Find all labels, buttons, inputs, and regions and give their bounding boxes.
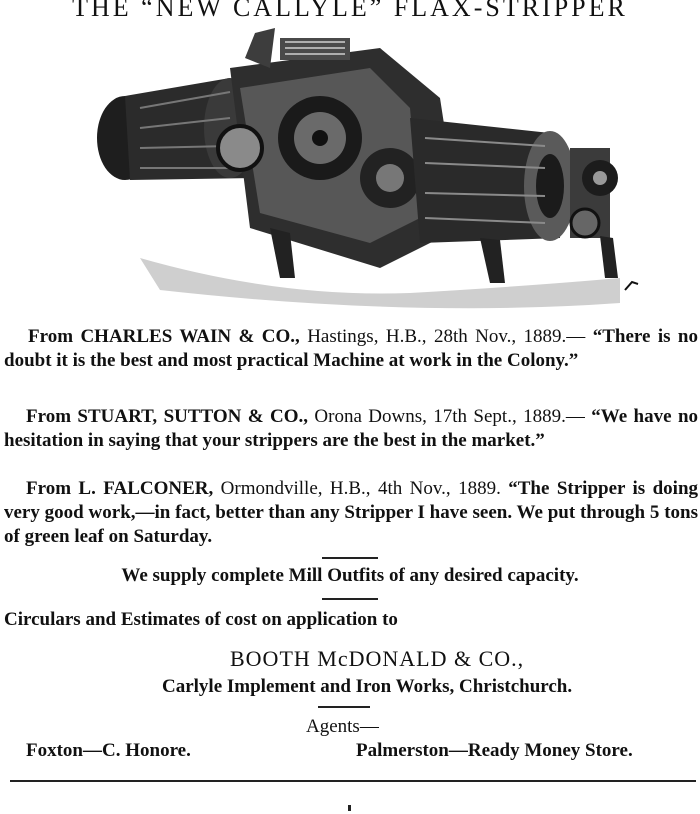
flax-stripper-illustration bbox=[80, 28, 640, 318]
divider-1 bbox=[322, 557, 378, 559]
testimonial-2-quote: “We have no hesitation in saying that your strippers are the best in the market.” bbox=[4, 406, 699, 451]
testimonial-3 bbox=[4, 477, 698, 549]
testimonial-3-detail: Ormondville, H.B., 4th Nov., 1889. bbox=[220, 478, 501, 499]
agent-foxton: Foxton—C. Honore. bbox=[26, 740, 191, 761]
bottom-rule bbox=[10, 780, 696, 782]
divider-3 bbox=[318, 706, 370, 708]
firm-name: BOOTH McDONALD & CO., bbox=[230, 646, 525, 671]
testimonial-3-quote: “The Stripper is doing very good work,—in fact, better than any Stripper I have seen. We put through 5 tons of green leaf on Saturday. bbox=[4, 478, 699, 547]
testimonial-3-from: From L. FALCONER, bbox=[26, 478, 214, 499]
testimonial-1 bbox=[4, 325, 698, 373]
testimonial-1-quote: “There is no doubt it is the best and most practical Machine at work in the Colony.” bbox=[4, 326, 698, 371]
agent-palmerston: Palmerston—Ready Money Store. bbox=[356, 740, 633, 761]
testimonial-1-detail: Hastings, H.B., 28th Nov., 1889.— bbox=[307, 326, 586, 347]
testimonial-2-from: From STUART, SUTTON & CO., bbox=[26, 406, 308, 427]
supply-line: We supply complete Mill Outfits of any desired capacity. bbox=[121, 565, 579, 586]
ink-mark bbox=[348, 805, 351, 811]
testimonial-2-detail: Orona Downs, 17th Sept., 1889.— bbox=[314, 406, 585, 427]
circulars-line: Circulars and Estimates of cost on application to bbox=[4, 609, 398, 630]
firm-address: Carlyle Implement and Iron Works, Christchurch. bbox=[162, 676, 573, 697]
advert-title: THE “NEW CALLYLE” FLAX-STRIPPER bbox=[72, 0, 628, 22]
testimonial-1-from: From CHARLES WAIN & CO., bbox=[28, 326, 300, 347]
testimonial-2 bbox=[4, 405, 698, 453]
agents-label: Agents— bbox=[306, 716, 379, 737]
divider-2 bbox=[322, 598, 378, 600]
